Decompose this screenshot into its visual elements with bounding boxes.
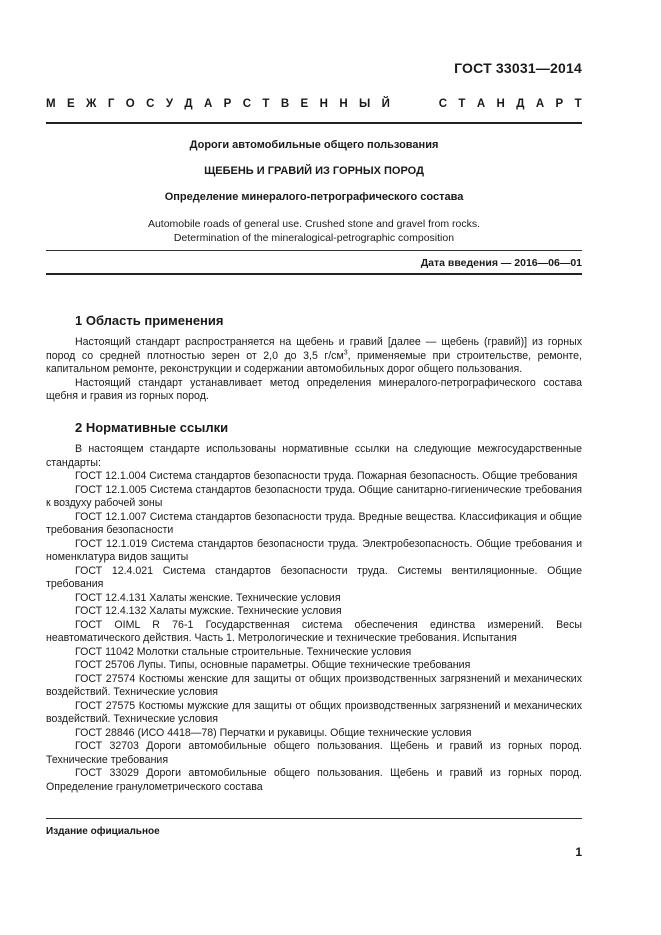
reference-item: ГОСТ 11042 Молотки стальные строительные. Технические условия [75, 645, 412, 658]
section-1-heading: 1 Область применения [75, 313, 224, 328]
reference-item: ГОСТ 33029 Дороги автомобильные общего пользования. Щебень и гравий из горных пород. Определение гранулометрического состава [46, 767, 582, 793]
edition-label: Издание официальное [46, 826, 160, 837]
banner-letter: С [146, 98, 155, 110]
footer-rule [46, 818, 582, 819]
reference-item: ГОСТ 12.1.007 Система стандартов безопасности труда. Вредные вещества. Классификация и общие требования безопасности [46, 510, 582, 536]
banner-letter: Н [339, 98, 348, 110]
banner-letter: Н [319, 98, 328, 110]
banner-letter: Р [223, 98, 232, 110]
section-2-body [46, 443, 582, 794]
paragraph-text: , применяемые при строительстве, ремонте, капитальном ремонте, реконструкции и содержании автомобильных дорог общего пользования. [46, 349, 582, 375]
reference-item: ГОСТ 25706 Лупы. Типы, основные параметры. Общие технические требования [75, 659, 471, 671]
banner-letter: Т [574, 98, 582, 110]
banner-letter: М [46, 98, 56, 110]
reference-item: ГОСТ 12.1.005 Система стандартов безопасности труда. Общие санитарно-гигиенические требования к воздуху рабочей зоны [46, 483, 582, 509]
reference-item: ГОСТ 12.4.131 Халаты женские. Технические условия [75, 591, 341, 604]
reference-item: ГОСТ 32703 Дороги автомобильные общего пользования. Щебень и гравий из горных пород. Технические требования [46, 740, 582, 766]
banner-letter: Г [107, 98, 115, 110]
superscript: 3 [343, 348, 348, 356]
banner-letter: В [280, 98, 290, 110]
banner-letter: Ы [359, 98, 371, 110]
title-english-line: Automobile roads of general use. Crushed stone and gravel from rocks. [147, 218, 481, 230]
banner-letter: Д [184, 98, 193, 110]
page-number: 1 [575, 845, 582, 859]
paragraph: Настоящий стандарт устанавливает метод определения минералого-петрографического состава щебня и гравия из горных пород. [46, 376, 582, 402]
title-english [46, 217, 582, 245]
reference-item: ГОСТ OIML R 76-1 Государственная система обеспечения единства измерений. Весы неавтоматического действия. Часть 1. Метрологические и технические требования. Испытания [46, 618, 582, 644]
banner-letter: У [165, 98, 173, 110]
reference-item: ГОСТ 27575 Костюмы мужские для защиты от общих производственных загрязнений и механических воздействий. Технические условия [46, 699, 582, 725]
banner-word-gap [401, 98, 427, 110]
reference-item: ГОСТ 28846 (ИСО 4418—78) Перчатки и рукавицы. Общие технические условия [75, 726, 472, 739]
title-road: Дороги автомобильные общего пользования [189, 139, 439, 151]
header-rule [46, 122, 582, 124]
introduction-date: Дата введения — 2016—06—01 [420, 257, 582, 269]
banner-letter: Й [381, 98, 390, 110]
banner-letter: О [125, 98, 135, 110]
title-rule [46, 250, 582, 251]
banner-letter: Н [496, 98, 505, 110]
banner-letter: А [203, 98, 213, 110]
banner-letter: Р [555, 98, 564, 110]
paragraph [46, 336, 582, 377]
interstate-standard-banner [46, 98, 582, 110]
banner-letter: Е [66, 98, 75, 110]
banner-letter: А [476, 98, 486, 110]
banner-letter: С [242, 98, 252, 110]
banner-letter: Т [262, 98, 270, 110]
reference-item: ГОСТ 12.4.132 Халаты мужские. Технические условия [75, 605, 342, 617]
reference-item: ГОСТ 12.1.004 Система стандартов безопасности труда. Пожарная безопасность. Общие требования [75, 470, 578, 482]
banner-letter: Д [516, 98, 525, 110]
section-2-heading: 2 Нормативные ссылки [75, 420, 229, 435]
reference-item: ГОСТ 12.4.021 Система стандартов безопасности труда. Системы вентиляционные. Общие требования [46, 564, 582, 590]
date-rule [46, 273, 582, 275]
section-1-body [46, 336, 582, 404]
title-main: ЩЕБЕНЬ И ГРАВИЙ ИЗ ГОРНЫХ ПОРОД [204, 165, 424, 177]
title-sub: Определение минералого-петрографического состава [164, 191, 464, 203]
banner-letter: Е [300, 98, 309, 110]
paragraph: В настоящем стандарте использованы нормативные ссылки на следующие межгосударственные стандарты: [46, 443, 582, 469]
banner-letter: А [535, 98, 545, 110]
banner-letter: Т [458, 98, 466, 110]
paragraph-text: Настоящий стандарт распространяется на щебень и гравий [далее — щебень (гравий)] из горных пород со средней плотностью зерен от 2,0 до 3,5 г/см [46, 336, 582, 362]
reference-item: ГОСТ 12.1.019 Система стандартов безопасности труда. Электробезопасность. Общие требования и номенклатура видов защиты [46, 537, 582, 563]
document-code: ГОСТ 33031—2014 [454, 60, 582, 76]
banner-letter: С [438, 98, 448, 110]
reference-item: ГОСТ 27574 Костюмы женские для защиты от общих производственных загрязнений и механических воздействий. Технические условия [46, 672, 582, 698]
title-english-line: Determination of the mineralogical-petrographic composition [173, 232, 455, 244]
banner-letter: Ж [86, 98, 97, 110]
